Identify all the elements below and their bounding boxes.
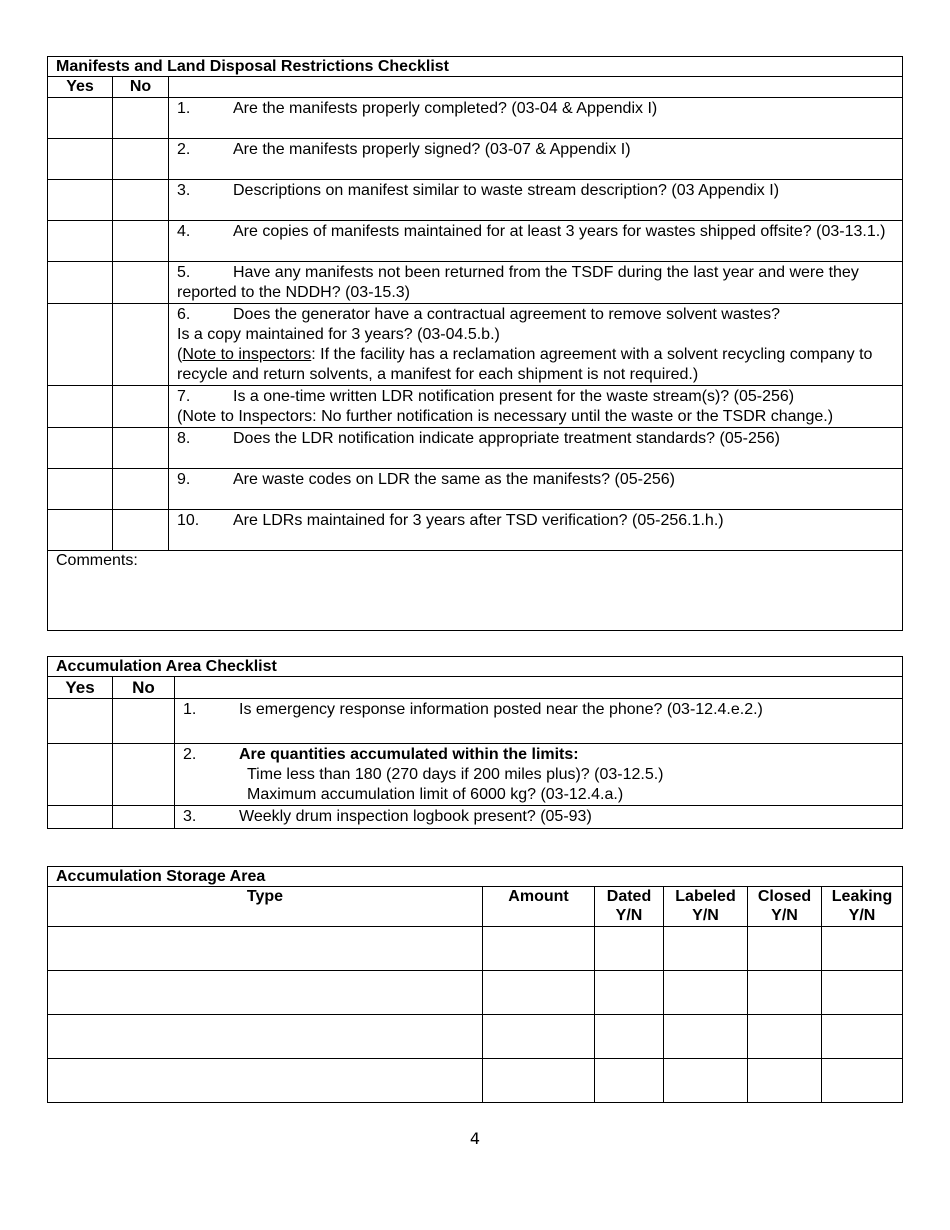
no-column-header: No [113,677,175,699]
yes-answer-cell[interactable] [48,98,113,139]
yes-column-header: Yes [48,77,113,98]
checklist-question: 9. Are waste codes on LDR the same as the manifests? (05-256) [169,469,903,510]
storage-area-title: Accumulation Storage Area [48,867,903,887]
closed-column-header: Closed Y/N [748,887,822,927]
amount-cell[interactable] [483,1015,595,1059]
checklist-question: 6. Does the generator have a contractual agreement to remove solvent wastes? Is a copy maintained for 3 years? (03-04.5.b.) (Note to inspectors: If the facility has a reclamation agreement with a solvent recycling company to recycle and return solvents, a manifest for each shipment is not required.) [169,304,903,386]
manifests-checklist-title: Manifests and Land Disposal Restrictions Checklist [48,57,903,77]
checklist-question: 1. Is emergency response information posted near the phone? (03-12.4.e.2.) [175,699,903,744]
accumulation-area-checklist-table [47,656,903,829]
type-cell[interactable] [48,1015,483,1059]
no-answer-cell[interactable] [113,469,169,510]
type-cell[interactable] [48,971,483,1015]
no-answer-cell[interactable] [113,806,175,829]
type-column-header: Type [48,887,483,927]
table-row [48,1059,903,1103]
amount-cell[interactable] [483,971,595,1015]
yes-answer-cell[interactable] [48,428,113,469]
inspector-note: (Note to inspectors: If the facility has a reclamation agreement with a solvent recycling company to recycle and return solvents, a manifest for each shipment is not required.) [177,346,873,383]
no-answer-cell[interactable] [113,510,169,551]
comments-field[interactable] [48,551,903,631]
amount-column-header: Amount [483,887,595,927]
yes-column-header: Yes [48,677,113,699]
checklist-question: 3. Weekly drum inspection logbook present? (05-93) [175,806,903,829]
leaking-cell[interactable] [822,971,903,1015]
checklist-question: 8. Does the LDR notification indicate appropriate treatment standards? (05-256) [169,428,903,469]
accumulation-area-title: Accumulation Area Checklist [48,657,903,677]
comments-label: Comments: [56,552,138,569]
no-answer-cell[interactable] [113,304,169,386]
no-answer-cell[interactable] [113,262,169,304]
yes-answer-cell[interactable] [48,221,113,262]
table-row [48,927,903,971]
accumulation-storage-area-table [47,866,903,1103]
checklist-question: 2. Are quantities accumulated within the limits: Time less than 180 (270 days if 200 miles plus)? (03-12.5.) Maximum accumulation limit of 6000 kg? (03-12.4.a.) [175,744,903,806]
type-cell[interactable] [48,927,483,971]
no-answer-cell[interactable] [113,386,169,428]
yes-answer-cell[interactable] [48,469,113,510]
closed-cell[interactable] [748,971,822,1015]
leaking-cell[interactable] [822,1059,903,1103]
no-answer-cell[interactable] [113,744,175,806]
no-column-header: No [113,77,169,98]
amount-cell[interactable] [483,1059,595,1103]
checklist-question: 10. Are LDRs maintained for 3 years after TSD verification? (05-256.1.h.) [169,510,903,551]
checklist-question: 1. Are the manifests properly completed? (03-04 & Appendix I) [169,98,903,139]
dated-column-header: Dated Y/N [595,887,664,927]
checklist-question: 3. Descriptions on manifest similar to waste stream description? (03 Appendix I) [169,180,903,221]
table-row [48,971,903,1015]
labeled-column-header: Labeled Y/N [664,887,748,927]
checklist-question: 4. Are copies of manifests maintained for at least 3 years for wastes shipped offsite? (03-13.1.) [169,221,903,262]
question-subline: Time less than 180 (270 days if 200 miles plus)? (03-12.5.) [247,766,664,783]
leaking-cell[interactable] [822,927,903,971]
question-subline: Maximum accumulation limit of 6000 kg? (03-12.4.a.) [247,786,624,803]
yes-answer-cell[interactable] [48,304,113,386]
yes-answer-cell[interactable] [48,806,113,829]
checklist-question: 5. Have any manifests not been returned from the TSDF during the last year and were they reported to the NDDH? (03-15.3) [169,262,903,304]
leaking-column-header: Leaking Y/N [822,887,903,927]
checklist-question: 2. Are the manifests properly signed? (03-07 & Appendix I) [169,139,903,180]
no-answer-cell[interactable] [113,98,169,139]
no-answer-cell[interactable] [113,221,169,262]
checklist-question: 7. Is a one-time written LDR notification present for the waste stream(s)? (05-256) (Note to Inspectors: No further notification is necessary until the waste or the TSDR change.) [169,386,903,428]
manifests-checklist-table [47,56,903,631]
page-number: 4 [469,1129,481,1148]
labeled-cell[interactable] [664,1059,748,1103]
yes-answer-cell[interactable] [48,386,113,428]
yes-answer-cell[interactable] [48,744,113,806]
dated-cell[interactable] [595,927,664,971]
leaking-cell[interactable] [822,1015,903,1059]
dated-cell[interactable] [595,971,664,1015]
yes-answer-cell[interactable] [48,180,113,221]
no-answer-cell[interactable] [113,428,169,469]
yes-answer-cell[interactable] [48,139,113,180]
question-subline: Is a copy maintained for 3 years? (03-04.5.b.) [177,326,500,343]
amount-cell[interactable] [483,927,595,971]
no-answer-cell[interactable] [113,139,169,180]
no-answer-cell[interactable] [113,699,175,744]
labeled-cell[interactable] [664,1015,748,1059]
yes-answer-cell[interactable] [48,262,113,304]
table-row [48,1015,903,1059]
labeled-cell[interactable] [664,927,748,971]
closed-cell[interactable] [748,927,822,971]
closed-cell[interactable] [748,1059,822,1103]
inspector-note: (Note to Inspectors: No further notification is necessary until the waste or the TSDR change.) [177,408,834,425]
labeled-cell[interactable] [664,971,748,1015]
type-cell[interactable] [48,1059,483,1103]
no-answer-cell[interactable] [113,180,169,221]
dated-cell[interactable] [595,1015,664,1059]
dated-cell[interactable] [595,1059,664,1103]
yes-answer-cell[interactable] [48,699,113,744]
yes-answer-cell[interactable] [48,510,113,551]
closed-cell[interactable] [748,1015,822,1059]
